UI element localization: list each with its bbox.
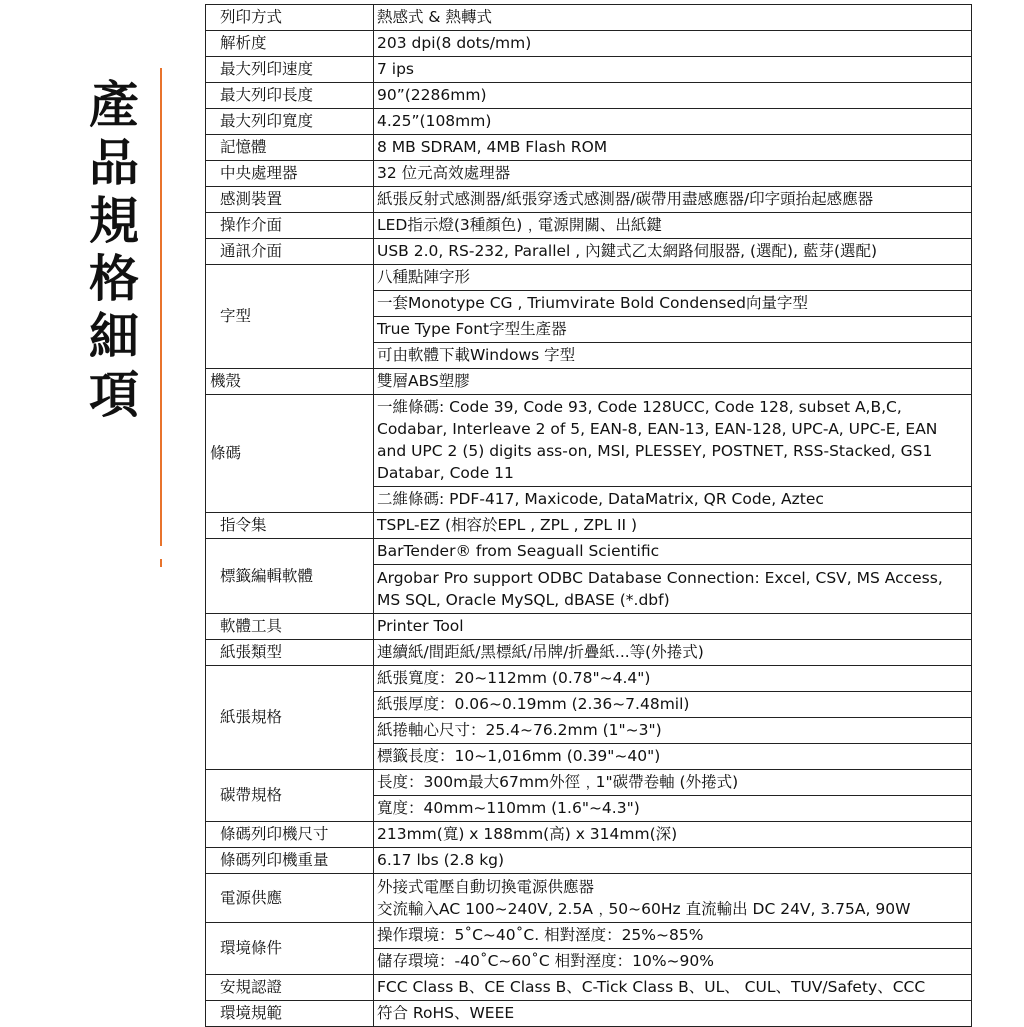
spec-label: 條碼列印機尺寸	[206, 822, 374, 848]
spec-value: BarTender® from Seaguall Scientific	[374, 539, 972, 565]
spec-row	[206, 640, 972, 666]
spec-label: 條碼	[206, 395, 374, 513]
spec-label: 標籤編輯軟體	[206, 539, 374, 614]
spec-value: True Type Font字型生產器	[374, 317, 972, 343]
spec-label: 感測裝置	[206, 187, 374, 213]
spec-row	[206, 57, 972, 83]
spec-value: USB 2.0, RS-232, Parallel , 內鍵式乙太網路伺服器, (選配), 藍芽(選配)	[374, 239, 972, 265]
spec-row	[206, 187, 972, 213]
spec-value: 連續紙/間距紙/黑標紙/吊牌/折疊紙...等(外捲式)	[374, 640, 972, 666]
spec-row	[206, 109, 972, 135]
spec-label: 條碼列印機重量	[206, 848, 374, 874]
spec-value: 203 dpi(8 dots/mm)	[374, 31, 972, 57]
spec-row	[206, 31, 972, 57]
spec-value: 符合 RoHS、WEEE	[374, 1001, 972, 1027]
spec-label: 機殼	[206, 369, 374, 395]
spec-row	[206, 265, 972, 291]
spec-value: 寬度：40mm~110mm (1.6"~4.3")	[374, 796, 972, 822]
spec-row	[206, 5, 972, 31]
spec-row	[206, 666, 972, 692]
spec-table	[205, 4, 972, 1027]
spec-label: 電源供應	[206, 874, 374, 923]
spec-row	[206, 513, 972, 539]
spec-row	[206, 213, 972, 239]
spec-value: 90”(2286mm)	[374, 83, 972, 109]
spec-value: 雙層ABS塑膠	[374, 369, 972, 395]
spec-value: TSPL-EZ (相容於EPL , ZPL , ZPL II )	[374, 513, 972, 539]
spec-label: 碳帶規格	[206, 770, 374, 822]
spec-row	[206, 770, 972, 796]
spec-label: 最大列印長度	[206, 83, 374, 109]
spec-value: 八種點陣字形	[374, 265, 972, 291]
spec-label: 操作介面	[206, 213, 374, 239]
spec-value: 長度：300m最大67mm外徑﹐1"碳帶卷軸 (外捲式)	[374, 770, 972, 796]
spec-value: 熱感式 & 熱轉式	[374, 5, 972, 31]
spec-row	[206, 135, 972, 161]
spec-value: 8 MB SDRAM, 4MB Flash ROM	[374, 135, 972, 161]
spec-label: 列印方式	[206, 5, 374, 31]
spec-value: 6.17 lbs (2.8 kg)	[374, 848, 972, 874]
spec-label: 通訊介面	[206, 239, 374, 265]
spec-row	[206, 161, 972, 187]
spec-value: 一維條碼: Code 39, Code 93, Code 128UCC, Code 128, subset A,B,C, Codabar, Interleave 2 of 5, EAN-8, EAN-13, EAN-128, UPC-A, UPC-E, EAN and UPC 2 (5) digits ass-on, MSI, PLESSEY, POSTNET, RSS-Stacked, GS1 Databar, Code 11	[374, 395, 972, 487]
spec-label: 指令集	[206, 513, 374, 539]
spec-value: 4.25”(108mm)	[374, 109, 972, 135]
spec-value: 儲存環境：-40˚C~60˚C 相對溼度：10%~90%	[374, 949, 972, 975]
spec-label: 解析度	[206, 31, 374, 57]
page-title	[84, 76, 144, 424]
page-title-char: 產	[89, 76, 139, 134]
spec-value: 紙張反射式感測器/紙張穿透式感測器/碳帶用盡感應器/印字頭抬起感應器	[374, 187, 972, 213]
spec-value: 紙張寬度：20~112mm (0.78"~4.4")	[374, 666, 972, 692]
spec-value: 外接式電壓自動切換電源供應器 交流輸入AC 100~240V, 2.5A﹐50~60Hz 直流輸出 DC 24V, 3.75A, 90W	[374, 874, 972, 923]
spec-table-body	[206, 5, 972, 1027]
page-title-char: 格	[89, 250, 139, 308]
spec-value: 32 位元高效處理器	[374, 161, 972, 187]
spec-label: 最大列印速度	[206, 57, 374, 83]
page-title-char: 品	[89, 134, 139, 192]
spec-label: 紙張類型	[206, 640, 374, 666]
spec-label: 字型	[206, 265, 374, 369]
spec-value: 可由軟體下載Windows 字型	[374, 343, 972, 369]
page-title-char: 規	[89, 192, 139, 250]
spec-value: Argobar Pro support ODBC Database Connection: Excel, CSV, MS Access, MS SQL, Oracle MySQL, dBASE (*.dbf)	[374, 565, 972, 614]
spec-row	[206, 539, 972, 565]
spec-value: LED指示燈(3種顏色)﹐電源開關、出紙鍵	[374, 213, 972, 239]
spec-label: 最大列印寬度	[206, 109, 374, 135]
spec-row	[206, 83, 972, 109]
spec-label: 中央處理器	[206, 161, 374, 187]
spec-value: 二維條碼: PDF-417, Maxicode, DataMatrix, QR Code, Aztec	[374, 487, 972, 513]
spec-row	[206, 1001, 972, 1027]
spec-label: 紙張規格	[206, 666, 374, 770]
spec-value: 操作環境：5˚C~40˚C. 相對溼度：25%~85%	[374, 923, 972, 949]
spec-value: 7 ips	[374, 57, 972, 83]
spec-row	[206, 614, 972, 640]
spec-value: 紙捲軸心尺寸：25.4~76.2mm (1"~3")	[374, 718, 972, 744]
accent-divider	[160, 68, 162, 546]
spec-label: 環境條件	[206, 923, 374, 975]
spec-row	[206, 239, 972, 265]
spec-row	[206, 874, 972, 923]
spec-value: 213mm(寬) x 188mm(高) x 314mm(深)	[374, 822, 972, 848]
spec-value: FCC Class B、CE Class B、C-Tick Class B、UL、 CUL、TUV/Safety、CCC	[374, 975, 972, 1001]
page-title-char: 細	[89, 308, 139, 366]
spec-row	[206, 395, 972, 487]
spec-row	[206, 822, 972, 848]
spec-value: 一套Monotype CG , Triumvirate Bold Condensed向量字型	[374, 291, 972, 317]
accent-tick	[160, 559, 162, 567]
spec-row	[206, 848, 972, 874]
spec-value: 標籤長度：10~1,016mm (0.39"~40")	[374, 744, 972, 770]
spec-row	[206, 923, 972, 949]
spec-label: 軟體工具	[206, 614, 374, 640]
spec-row	[206, 975, 972, 1001]
spec-label: 環境規範	[206, 1001, 374, 1027]
spec-value: 紙張厚度：0.06~0.19mm (2.36~7.48mil)	[374, 692, 972, 718]
spec-row	[206, 369, 972, 395]
page-title-char: 項	[89, 366, 139, 424]
spec-value: Printer Tool	[374, 614, 972, 640]
spec-label: 記憶體	[206, 135, 374, 161]
spec-label: 安規認證	[206, 975, 374, 1001]
